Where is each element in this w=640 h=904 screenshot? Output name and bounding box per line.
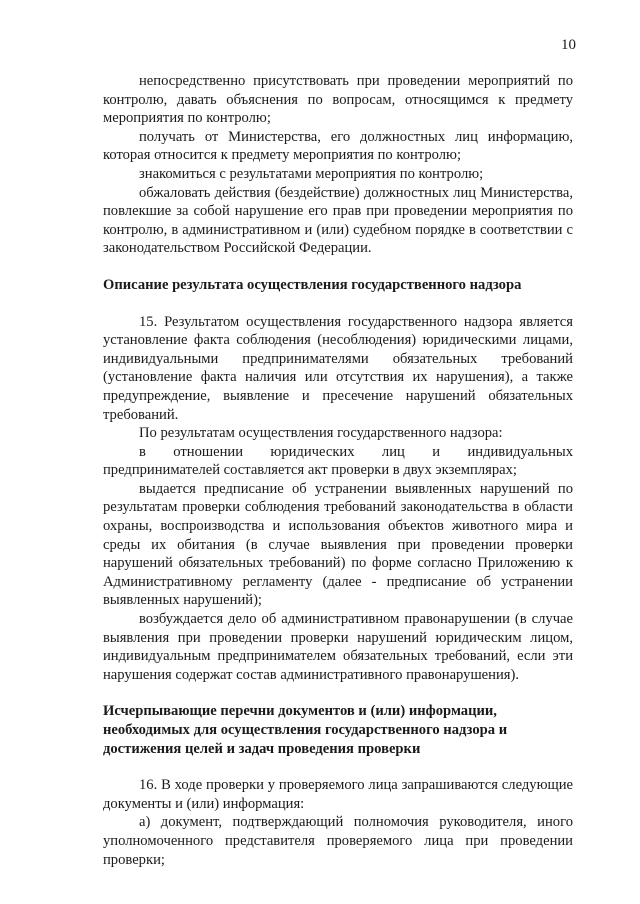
paragraph: обжаловать действия (бездействие) должностных лиц Министерства, повлекшие за собой нарушение его прав при проведении мероприятия по контролю, в административном и (или) судебном порядке в соответствии с законодательством Российской Федерации. [103, 184, 573, 257]
paragraph: выдается предписание об устранении выявленных нарушений по результатам проверки соблюдения требований законодательства в области охраны, воспроизводства и использования объектов животного мира и среды их обитания (в случае выявления при проведении проверки нарушений обязательных требований) по форме согласно Приложению к Административному регламенту (далее - предписание об устранении выявленных нарушений); [103, 480, 573, 609]
paragraph-15: 15. Результатом осуществления государственного надзора является установление факта соблюдения (несоблюдения) юридическими лицами, индивидуальными предпринимателями обязательных требований (установление факта наличия или отсутствия их нарушения), а также предупреждение, выявление и пресечение нарушений обязательных требований. [103, 313, 573, 423]
section-heading-documents [103, 702, 573, 758]
paragraph: в отношении юридических лиц и индивидуальных предпринимателей составляется акт проверки в двух экземплярах; [103, 443, 573, 479]
paragraph: знакомиться с результатами мероприятия по контролю; [139, 165, 484, 182]
section-heading-result: Описание результата осуществления государственного надзора [103, 276, 522, 293]
document-body [103, 72, 573, 869]
paragraph: По результатам осуществления государственного надзора: [139, 425, 503, 442]
page-number: 10 [561, 37, 576, 53]
paragraph-16: 16. В ходе проверки у проверяемого лица запрашиваются следующие документы и (или) информация: [103, 777, 573, 812]
heading-line: Исчерпывающие перечни документов и (или) информации, [103, 703, 497, 720]
heading-line: необходимых для осуществления государственного надзора и [103, 722, 508, 738]
paragraph: непосредственно присутствовать при проведении мероприятий по контролю, давать объяснения по вопросам, относящимся к предмету мероприятия по контролю; [103, 73, 573, 127]
paragraph: а) документ, подтверждающий полномочия руководителя, иного уполномоченного представителя проверяемого лица при проведении проверки; [103, 814, 573, 868]
heading-line: достижения целей и задач проведения проверки [103, 740, 421, 757]
paragraph: получать от Министерства, его должностных лиц информацию, которая относится к предмету мероприятия по контролю; [103, 128, 573, 164]
paragraph: возбуждается дело об административном правонарушении (в случае выявления при проведении проверки нарушений юридическим лицом, индивидуальным предпринимателем обязательных требований, если эти нарушения содержат состав административного правонарушения). [103, 611, 573, 683]
